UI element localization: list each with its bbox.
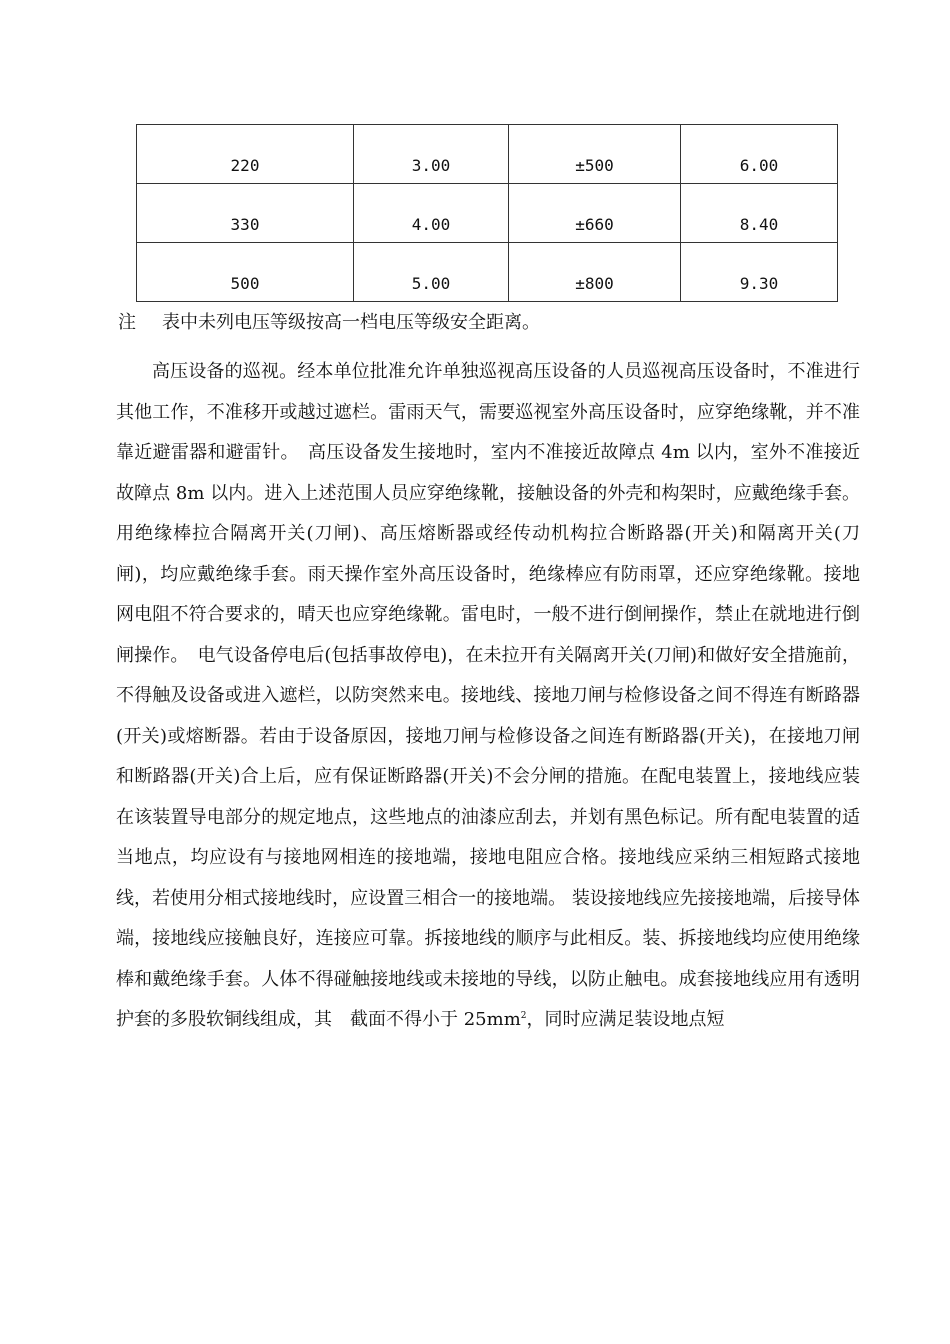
safety-distance-table — [136, 124, 838, 302]
table-cell: 4.00 — [354, 184, 509, 243]
table-cell: ±500 — [509, 125, 681, 184]
table-row — [137, 125, 838, 184]
table-row — [137, 184, 838, 243]
table-cell: 500 — [137, 243, 354, 302]
note-text: 表中未列电压等级按高一档电压等级安全距离。 — [162, 312, 540, 333]
table-cell: 8.40 — [681, 184, 838, 243]
table-cell: ±800 — [509, 243, 681, 302]
body-paragraph — [116, 352, 860, 1041]
note-label: 注 — [118, 312, 136, 333]
table-cell: 9.30 — [681, 243, 838, 302]
table-cell: ±660 — [509, 184, 681, 243]
table-cell: 5.00 — [354, 243, 509, 302]
table-cell: 330 — [137, 184, 354, 243]
table-cell: 3.00 — [354, 125, 509, 184]
table-note — [118, 309, 540, 337]
body-paragraph-tail: ，同时应满足装设地点短 — [526, 1009, 725, 1030]
table-cell: 6.00 — [681, 125, 838, 184]
body-paragraph-text: 高压设备的巡视。经本单位批准允许单独巡视高压设备的人员巡视高压设备时，不准进行其他工作，不准移开或越过遮栏。雷雨天气，需要巡视室外高压设备时，应穿绝缘靴，并不准靠近避雷器和避雷针。 高压设备发生接地时，室内不准接近故障点 4m 以内，室外不准接近故障点 8m 以内。进入上述范围人员应穿绝缘靴，接触设备的外壳和构架时，应戴绝缘手套。用绝缘棒拉合隔离开关(刀闸)、高压熔断器或经传动机构拉合断路器(开关)和隔离开关(刀闸)，均应戴绝缘手套。雨天操作室外高压设备时，绝缘棒应有防雨罩，还应穿绝缘靴。接地网电阻不符合要求的，晴天也应穿绝缘靴。雷电时，一般不进行倒闸操作，禁止在就地进行倒闸操作。 电气设备停电后(包括事故停电)，在未拉开有关隔离开关(刀闸)和做好安全措施前，不得触及设备或进入遮栏，以防突然来电。接地线、接地刀闸与检修设备之间不得连有断路器(开关)或熔断器。若由于设备原因，接地刀闸与检修设备之间连有断路器(开关)，在接地刀闸和断路器(开关)合上后，应有保证断路器(开关)不会分闸的措施。在配电装置上，接地线应装在该装置导电部分的规定地点，这些地点的油漆应刮去，并划有黑色标记。所有配电装置的适当地点，均应设有与接地网相连的接地端，接地电阻应合格。接地线应采纳三相短路式接地线，若使用分相式接地线时，应设置三相合一的接地端。 装设接地线应先接接地端，后接导体端，接地线应接触良好，连接应可靠。拆接地线的顺序与此相反。装、拆接地线均应使用绝缘棒和戴绝缘手套。人体不得碰触接地线或未接地的导线，以防止触电。成套接地线应用有透明护套的多股软铜线组成，其 截面不得小于 25mm — [116, 361, 860, 1030]
superscript: 2 — [520, 1011, 527, 1021]
table-cell: 220 — [137, 125, 354, 184]
table-row — [137, 243, 838, 302]
